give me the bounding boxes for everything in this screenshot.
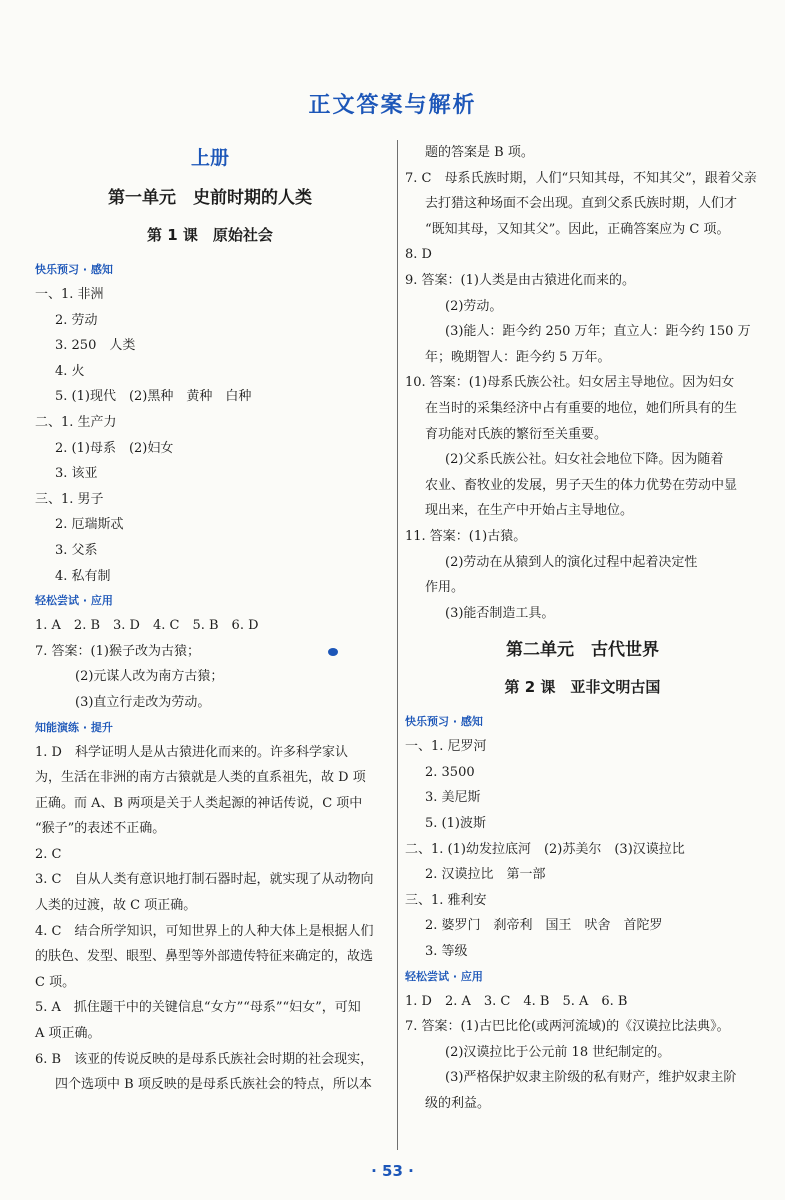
answer-line: (2)汉谟拉比于公元前 18 世纪制定的。 (445, 1044, 671, 1060)
answer-line: 级的利益。 (425, 1096, 491, 1111)
answer-line: 正确。而 A、B 两项是关于人类起源的神话传说，C 项中 (35, 795, 363, 811)
page-title: 正文答案与解析 (308, 93, 477, 118)
answer-line: (3)直立行走改为劳动。 (75, 694, 211, 710)
answer-line: 3. 美尼斯 (425, 790, 481, 806)
column-divider (397, 140, 398, 1150)
answer-line: 8. D (405, 247, 432, 263)
left-column (35, 140, 385, 1098)
answer-line: 人类的过渡，故 C 项正确。 (35, 898, 197, 914)
lesson-heading: 第 1 课 原始社会 (147, 226, 273, 244)
answer-line: (2)劳动。 (445, 298, 503, 314)
unit-heading: 第一单元 史前时期的人类 (108, 188, 312, 208)
answer-line: A 项正确。 (35, 1026, 101, 1042)
unit-heading: 第二单元 古代世界 (506, 640, 659, 661)
answer-line: 1. D 科学证明人是从古猿进化而来的。许多科学家认 (35, 744, 348, 760)
answer-line: 9. 答案：(1)人类是由古猿进化而来的。 (405, 272, 635, 288)
answer-line: 4. 火 (55, 363, 85, 379)
answer-line: 2. 汉谟拉比 第一部 (425, 867, 546, 883)
answer-line: (2)父系氏族公社。妇女社会地位下降。因为随着 (445, 452, 724, 468)
answer-line: 2. C (35, 846, 62, 862)
answer-line: 10. 答案：(1)母系氏族公社。妇女居主导地位。因为妇女 (405, 375, 735, 391)
answer-line: (3)能否制造工具。 (445, 605, 555, 621)
right-column (405, 140, 760, 1117)
answer-line: 1. D 2. A 3. C 4. B 5. A 6. B (405, 993, 628, 1009)
answer-line: 在当时的采集经济中占有重要的地位，她们所具有的生 (425, 400, 738, 416)
answer-line: 2. 厄瑞斯忒 (55, 517, 124, 533)
answer-line: 为，生活在非洲的南方古猿就是人类的直系祖先，故 D 项 (35, 770, 366, 786)
lesson-heading: 第 2 课 亚非文明古国 (504, 678, 661, 697)
answer-line: 二、1. (1)幼发拉底河 (2)苏美尔 (3)汉谟拉比 (405, 841, 685, 857)
section-label: 快乐预习 · 感知 (405, 715, 483, 729)
volume-heading: 上册 (190, 147, 229, 169)
page-number: · 53 · (371, 1162, 414, 1180)
answer-line: (2)劳动在从猿到人的演化过程中起着决定性 (445, 554, 698, 570)
answer-line: 现出来，在生产中开始占主导地位。 (425, 503, 634, 519)
section-label: 轻松尝试 · 应用 (405, 969, 483, 983)
answer-line: 题的答案是 B 项。 (425, 145, 534, 160)
answer-line: (3)能人：距今约 250 万年；直立人：距今约 150 万 (445, 324, 751, 340)
answer-line: 育功能对氏族的繁衍至关重要。 (425, 426, 608, 442)
answer-line: C 项。 (35, 974, 76, 990)
answer-line: 7. 答案：(1)猴子改为古猿； (35, 643, 200, 659)
answer-line: “既知其母，又知其父”。因此，正确答案应为 C 项。 (425, 221, 730, 237)
answer-line: 2. 3500 (425, 764, 475, 780)
section-label: 快乐预习 · 感知 (35, 263, 113, 276)
answer-line: 3. 等级 (425, 944, 468, 960)
answer-line: 5. (1)波斯 (425, 816, 486, 832)
answer-line: 1. A 2. B 3. D 4. C 5. B 6. D (35, 618, 259, 634)
answer-line: 三、1. 男子 (35, 491, 104, 507)
answer-line: 4. C 结合所学知识，可知世界上的人种大体上是根据人们 (35, 923, 374, 939)
answer-line: 的肤色、发型、眼型、鼻型等外部遗传特征来确定的，故选 (35, 949, 374, 965)
answer-line: 7. C 母系氏族时期，人们“只知其母，不知其父”，跟着父亲 (405, 170, 757, 186)
answer-line: 3. 父系 (55, 542, 98, 558)
answer-line: “猴子”的表述不正确。 (35, 821, 166, 837)
answer-line: 11. 答案：(1)古猿。 (405, 528, 527, 544)
answer-line: 6. B 该亚的传说反映的是母系氏族社会时期的社会现实， (35, 1051, 374, 1067)
answer-line: 四个选项中 B 项反映的是母系氏族社会的特点，所以本 (55, 1077, 372, 1093)
answer-line: 农业、畜牧业的发展，男子天生的体力优势在劳动中显 (425, 477, 738, 493)
answer-line: 5. A 抓住题干中的关键信息“女方”“母系”“妇女”，可知 (35, 1000, 361, 1016)
answer-line: 3. 该亚 (55, 466, 98, 482)
answer-line: 三、1. 雅利安 (405, 892, 487, 908)
answer-line: 4. 私有制 (55, 568, 111, 584)
answer-line: 3. C 自从人类有意识地打制石器时起，就实现了从动物向 (35, 872, 374, 888)
section-label: 知能演练 · 提升 (35, 720, 113, 734)
answer-line: 5. (1)现代 (2)黑种 黄种 白种 (55, 389, 252, 405)
section-label: 轻松尝试 · 应用 (35, 594, 113, 608)
answer-line: 去打猎这种场面不会出现。直到父系氏族时期，人们才 (425, 196, 738, 212)
answer-line: 2. (1)母系 (2)妇女 (55, 440, 174, 456)
answer-line: 二、1. 生产力 (35, 414, 117, 430)
answer-line: 2. 劳动 (55, 312, 98, 328)
answer-line: (2)元谋人改为南方古猿； (75, 669, 224, 685)
answer-line: 2. 婆罗门 刹帝利 国王 吠舍 首陀罗 (425, 918, 663, 934)
answer-line: 作用。 (425, 580, 465, 596)
answer-line: (3)严格保护奴隶主阶级的私有财产，维护奴隶主阶 (445, 1070, 737, 1086)
answer-line: 3. 250 人类 (55, 338, 136, 354)
answer-line: 一、1. 非洲 (35, 287, 104, 302)
answer-line: 年；晚期智人：距今约 5 万年。 (425, 349, 611, 365)
answer-line: 一、1. 尼罗河 (405, 739, 487, 755)
answer-line: 7. 答案：(1)古巴比伦(或两河流域)的《汉谟拉比法典》。 (405, 1019, 730, 1035)
